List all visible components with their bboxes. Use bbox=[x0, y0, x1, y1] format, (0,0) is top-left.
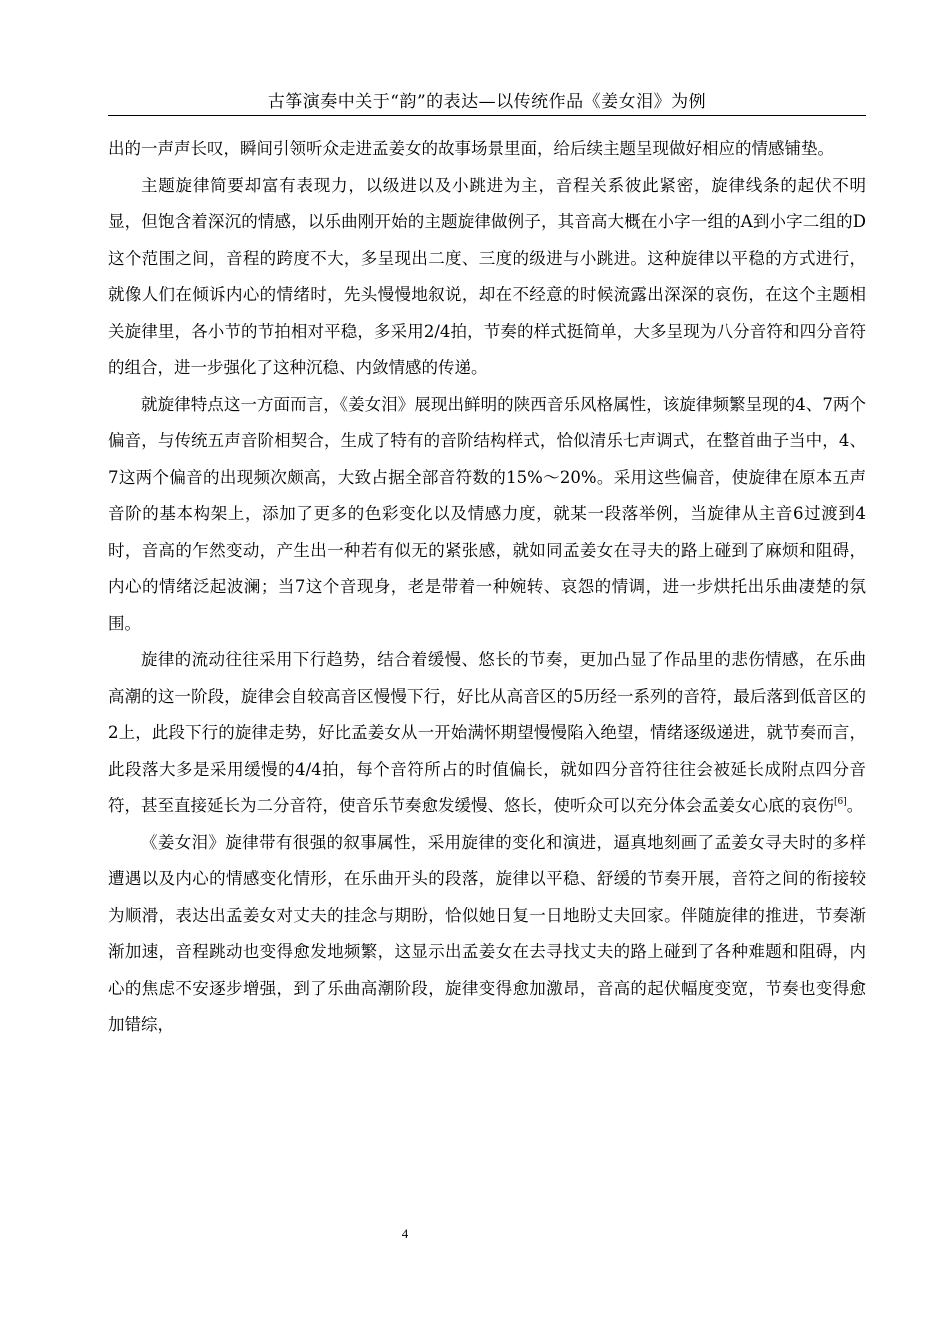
paragraph-melody-features: 就旋律特点这一方面而言，《姜女泪》展现出鲜明的陕西音乐风格属性，该旋律频繁呈现的4、7两个偏音，与传统五声音阶相契合，生成了特有的音阶结构样式，恰似清乐七声调式，在整首曲子当中，4、7这两个偏音的出现频次颇高，大致占据全部音符数的15%～20%。采用这些偏音，使旋律在原本五声音阶的基本构架上，添加了更多的色彩变化以及情感力度，就某一段落举例，当旋律从主音6过渡到4时，音高的乍然变动，产生出一种若有似无的紧张感，就如同孟姜女在寻夫的路上碰到了麻烦和阻碍，内心的情绪泛起波澜；当7这个音现身，老是带着一种婉转、哀怨的情调，进一步烘托出乐曲凄楚的氛围。 bbox=[108, 394, 866, 633]
paragraph-narrative: 《姜女泪》旋律带有很强的叙事属性，采用旋律的变化和演进，逼真地刻画了孟姜女寻夫时的多样遭遇以及内心的情感变化情形，在乐曲开头的段落，旋律以平稳、舒缓的节奏开展，音符之间的衔接较为顺滑，表达出孟姜女对丈夫的挂念与期盼，恰似她日复一日地盼丈夫回家。伴随旋律的推进，节奏渐渐加速，音程跳动也变得愈发地频繁，这显示出孟姜女在去寻找丈夫的路上碰到了各种难题和阻碍，内心的焦虑不安逐步增强，到了乐曲高潮阶段，旋律变得愈加激昂，音高的起伏幅度变宽，节奏也变得愈加错综， bbox=[108, 832, 866, 1034]
paragraph-tail-punctuation: 。 bbox=[846, 796, 864, 815]
page-number: 4 bbox=[401, 1226, 409, 1241]
paragraph-continuation: 出的一声声长叹，瞬间引领听众走进孟姜女的故事场景里面，给后续主题呈现做好相应的情感铺垫。 bbox=[108, 139, 834, 158]
header-rule bbox=[108, 115, 866, 116]
running-header: 古筝演奏中关于“韵”的表达—以传统作品《姜女泪》为例 bbox=[267, 92, 707, 112]
citation-6: [6] bbox=[834, 797, 847, 807]
paragraph-descending-melody-text: 旋律的流动往往采用下行趋势，结合着缓慢、悠长的节奏，更加凸显了作品里的悲伤情感，在乐曲高潮的这一阶段，旋律会自较高音区慢慢下行，好比从高音区的5历经一系列的音符，最后落到低音区的2上，此段下行的旋律走势，好比孟姜女从一开始满怀期望慢慢陷入绝望，情绪逐级递进，就节奏而言，此段落大多是采用缓慢的4/4拍，每个音符所占的时值偏长，就如四分音符往往会被延长成附点四分音符，甚至直接延长为二分音符，使音乐节奏愈发缓慢、悠长，使听众可以充分体会孟姜女心底的哀伤 bbox=[108, 650, 866, 815]
body-text bbox=[108, 131, 866, 1044]
paragraph-descending-melody bbox=[108, 642, 866, 825]
paragraph-main-theme: 主题旋律简要却富有表现力，以级进以及小跳进为主，音程关系彼此紧密，旋律线条的起伏不明显，但饱含着深沉的情感，以乐曲刚开始的主题旋律做例子，其音高大概在小字一组的A到小字二组的D这个范围之间，音程的跨度不大，多呈现出二度、三度的级进与小跳进。这种旋律以平稳的方式进行，就像人们在倾诉内心的情绪时，先头慢慢地叙说，却在不经意的时候流露出深深的哀伤，在这个主题相关旋律里，各小节的节拍相对平稳，多采用2/4拍，节奏的样式挺简单，大多呈现为八分音符和四分音符的组合，进一步强化了这种沉稳、内敛情感的传递。 bbox=[108, 175, 866, 377]
